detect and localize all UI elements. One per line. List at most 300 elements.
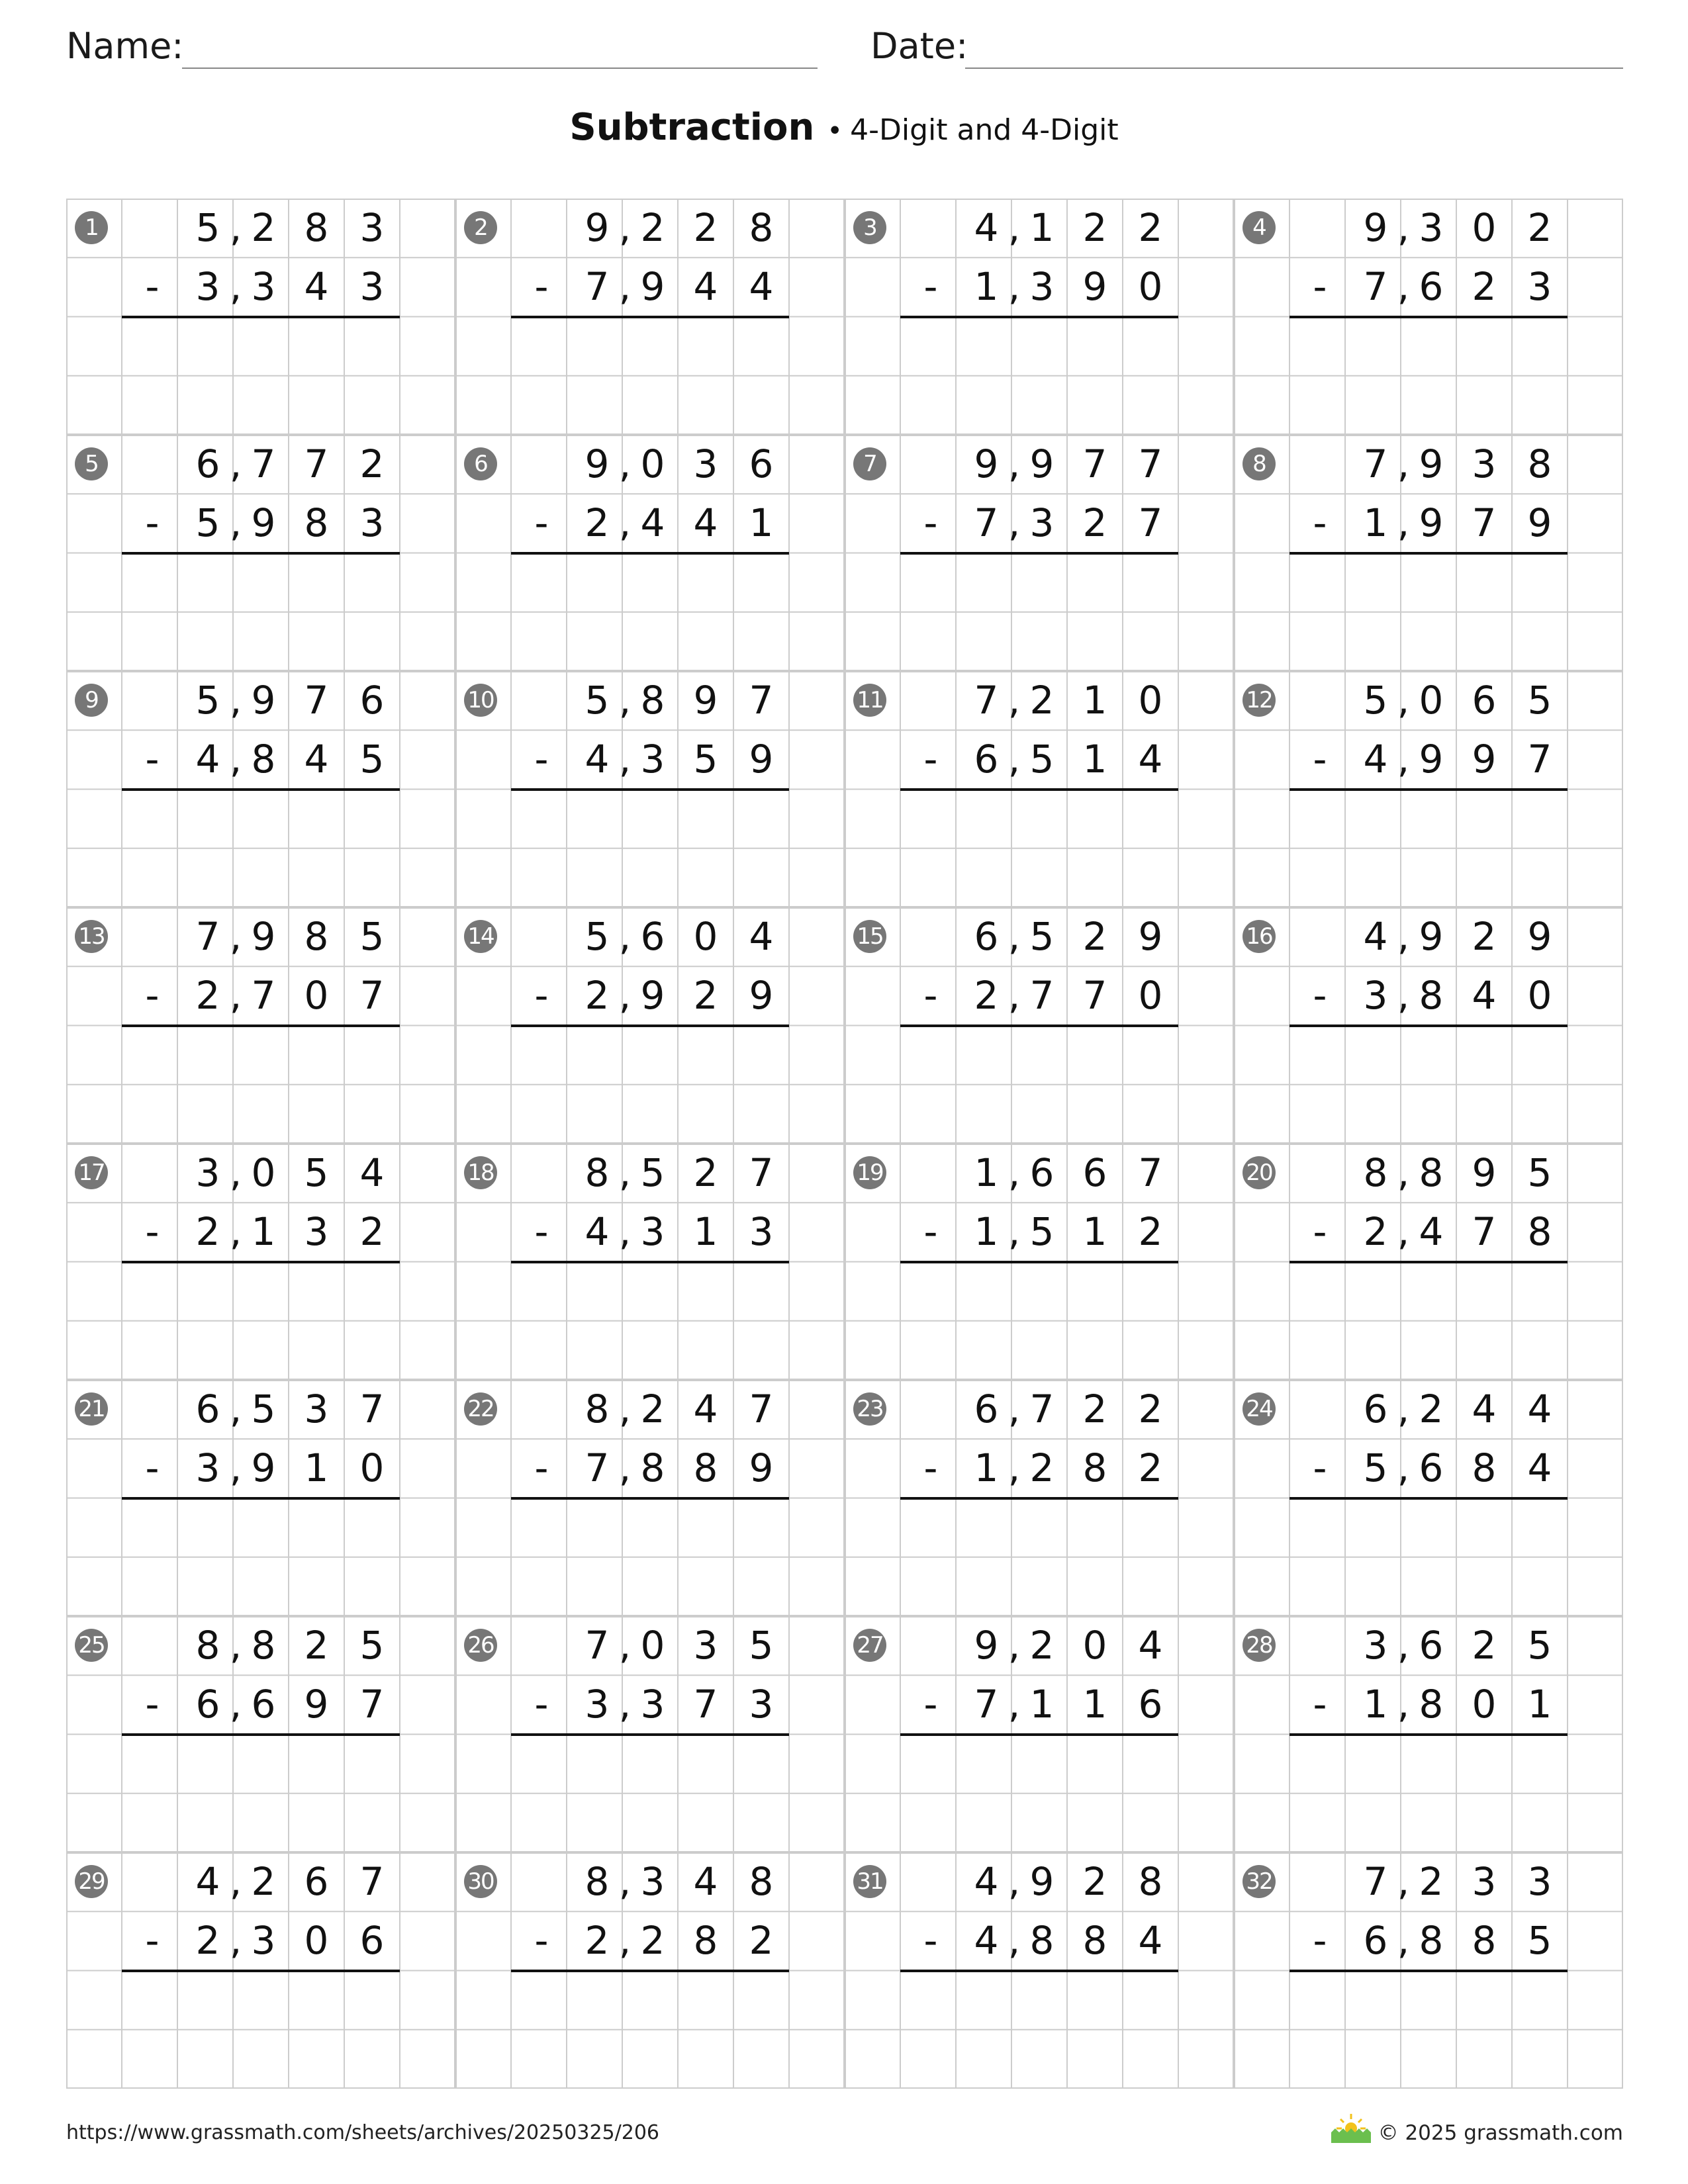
subtrahend-comma: ,	[1008, 1209, 1021, 1255]
minuend-digit: 4	[195, 1859, 220, 1904]
minuend-comma: ,	[618, 1387, 632, 1432]
subtrahend-digit: 1	[1082, 737, 1107, 782]
minuend-digit: 7	[974, 678, 999, 723]
minuend-digit: 9	[1029, 1859, 1055, 1904]
minuend-digit: 7	[1138, 1150, 1163, 1195]
minus-sign: -	[145, 264, 160, 310]
minuend-digit: 9	[974, 441, 999, 486]
subtrahend-digit: 7	[251, 973, 276, 1019]
answer-line	[900, 1024, 1178, 1027]
answer-line	[122, 788, 400, 791]
subtrahend-digit: 4	[304, 737, 329, 782]
subtrahend-digit: 2	[585, 973, 610, 1019]
footer-copyright: © 2025 grassmath.com	[1378, 2121, 1623, 2145]
minuend-digit: 7	[585, 1623, 610, 1668]
minuend-comma: ,	[618, 678, 632, 723]
subtrahend-comma: ,	[229, 1918, 242, 1964]
subtrahend-comma: ,	[229, 973, 242, 1019]
subtrahend-digit: 1	[251, 1209, 276, 1255]
minuend-digit: 3	[1527, 1859, 1552, 1904]
answer-line	[900, 1497, 1178, 1500]
problem-number-badge: 2	[464, 211, 497, 244]
name-line[interactable]	[182, 68, 818, 69]
date-line[interactable]	[965, 68, 1623, 69]
minuend-digit: 4	[359, 1150, 385, 1195]
minuend-digit: 3	[693, 441, 718, 486]
subtrahend-digit: 3	[585, 1682, 610, 1727]
minuend-digit: 4	[1138, 1623, 1163, 1668]
minuend-digit: 5	[749, 1623, 774, 1668]
minuend-comma: ,	[1397, 914, 1410, 959]
minuend-digit: 2	[1472, 914, 1497, 959]
minuend-digit: 5	[251, 1387, 276, 1432]
minus-sign: -	[923, 1445, 938, 1491]
subtrahend-digit: 2	[359, 1209, 385, 1255]
problem-number-badge: 23	[853, 1392, 886, 1426]
subtrahend-digit: 7	[359, 1682, 385, 1727]
subtrahend-digit: 1	[974, 1445, 999, 1491]
minuend-digit: 6	[640, 914, 665, 959]
answer-line	[511, 316, 789, 318]
minus-sign: -	[1313, 1682, 1327, 1727]
subtrahend-comma: ,	[1397, 1209, 1410, 1255]
subtrahend-digit: 0	[359, 1445, 385, 1491]
answer-line	[511, 1024, 789, 1027]
subtrahend-digit: 0	[1138, 264, 1163, 310]
minuend-digit: 0	[251, 1150, 276, 1195]
minus-sign: -	[534, 500, 549, 546]
minuend-digit: 2	[1082, 205, 1107, 250]
subtrahend-digit: 8	[304, 500, 329, 546]
minuend-comma: ,	[229, 1387, 242, 1432]
minuend-digit: 8	[1527, 441, 1552, 486]
minuend-comma: ,	[1008, 678, 1021, 723]
answer-line	[900, 1733, 1178, 1736]
minuend-digit: 0	[1472, 205, 1497, 250]
subtrahend-digit: 7	[1029, 973, 1055, 1019]
minuend-comma: ,	[618, 441, 632, 486]
subtrahend-comma: ,	[1008, 1682, 1021, 1727]
subtrahend-comma: ,	[229, 264, 242, 310]
subtrahend-comma: ,	[1397, 1682, 1410, 1727]
minus-sign: -	[145, 1918, 160, 1964]
minuend-digit: 7	[304, 678, 329, 723]
minuend-digit: 0	[640, 1623, 665, 1668]
minuend-digit: 8	[640, 678, 665, 723]
minuend-comma: ,	[618, 1859, 632, 1904]
problem-number-badge: 30	[464, 1865, 497, 1898]
problem-number-badge: 32	[1243, 1865, 1276, 1898]
subtrahend-comma: ,	[1397, 973, 1410, 1019]
problem-number-badge: 31	[853, 1865, 886, 1898]
minuend-digit: 7	[251, 441, 276, 486]
minuend-digit: 2	[1138, 1387, 1163, 1432]
subtrahend-comma: ,	[1008, 973, 1021, 1019]
minuend-digit: 5	[195, 678, 220, 723]
minuend-digit: 4	[693, 1387, 718, 1432]
minuend-comma: ,	[618, 914, 632, 959]
footer-url: https://www.grassmath.com/sheets/archives/20250325/206	[66, 2121, 660, 2144]
subtrahend-comma: ,	[618, 973, 632, 1019]
minus-sign: -	[534, 264, 549, 310]
minus-sign: -	[534, 1209, 549, 1255]
minuend-digit: 7	[1029, 1387, 1055, 1432]
minuend-digit: 9	[1363, 205, 1388, 250]
minuend-digit: 2	[1419, 1387, 1444, 1432]
minus-sign: -	[534, 1918, 549, 1964]
minuend-digit: 9	[1138, 914, 1163, 959]
problem-number-badge: 8	[1243, 447, 1276, 480]
minuend-comma: ,	[1008, 205, 1021, 250]
subtrahend-digit: 4	[585, 1209, 610, 1255]
minuend-digit: 0	[640, 441, 665, 486]
subtrahend-digit: 6	[974, 737, 999, 782]
minuend-comma: ,	[1008, 1387, 1021, 1432]
answer-line	[900, 316, 1178, 318]
problem-number-badge: 29	[75, 1865, 108, 1898]
minuend-comma: ,	[1008, 441, 1021, 486]
subtrahend-comma: ,	[1008, 1918, 1021, 1964]
problem-number-badge: 5	[75, 447, 108, 480]
subtrahend-digit: 0	[304, 1918, 329, 1964]
subtrahend-digit: 1	[1029, 1682, 1055, 1727]
minuend-digit: 7	[304, 441, 329, 486]
answer-line	[1289, 1970, 1568, 1972]
subtrahend-digit: 2	[1082, 500, 1107, 546]
minuend-digit: 9	[1527, 914, 1552, 959]
subtrahend-digit: 2	[195, 973, 220, 1019]
minuend-digit: 0	[693, 914, 718, 959]
subtrahend-comma: ,	[618, 1445, 632, 1491]
subtrahend-digit: 1	[974, 1209, 999, 1255]
minuend-digit: 5	[1029, 914, 1055, 959]
minuend-digit: 9	[585, 205, 610, 250]
minuend-digit: 5	[304, 1150, 329, 1195]
subtrahend-comma: ,	[618, 1209, 632, 1255]
subtrahend-comma: ,	[1397, 500, 1410, 546]
minuend-digit: 8	[585, 1387, 610, 1432]
subtrahend-digit: 6	[1363, 1918, 1388, 1964]
answer-line	[1289, 316, 1568, 318]
subtrahend-digit: 2	[974, 973, 999, 1019]
subtrahend-digit: 7	[1472, 500, 1497, 546]
subtrahend-digit: 5	[1527, 1918, 1552, 1964]
minuend-digit: 3	[1472, 1859, 1497, 1904]
answer-line	[1289, 1497, 1568, 1500]
minus-sign: -	[145, 973, 160, 1019]
minuend-digit: 5	[585, 678, 610, 723]
subtrahend-comma: ,	[229, 500, 242, 546]
subtrahend-digit: 4	[195, 737, 220, 782]
subtrahend-digit: 8	[1029, 1918, 1055, 1964]
answer-line	[511, 1733, 789, 1736]
subtrahend-digit: 9	[640, 973, 665, 1019]
subtrahend-digit: 8	[1527, 1209, 1552, 1255]
subtrahend-digit: 9	[1472, 737, 1497, 782]
subtrahend-digit: 3	[359, 500, 385, 546]
minuend-digit: 4	[1527, 1387, 1552, 1432]
minuend-digit: 2	[1527, 205, 1552, 250]
problem-number-badge: 28	[1243, 1629, 1276, 1662]
minus-sign: -	[145, 500, 160, 546]
minuend-digit: 5	[195, 205, 220, 250]
problem-number-badge: 20	[1243, 1156, 1276, 1189]
problem-number-badge: 18	[464, 1156, 497, 1189]
answer-line	[122, 1024, 400, 1027]
problem-number-badge: 12	[1243, 684, 1276, 717]
minuend-digit: 7	[1363, 441, 1388, 486]
minus-sign: -	[534, 1682, 549, 1727]
subtrahend-digit: 9	[1082, 264, 1107, 310]
problem-number-badge: 7	[853, 447, 886, 480]
subtrahend-digit: 1	[1527, 1682, 1552, 1727]
minuend-digit: 5	[1527, 1623, 1552, 1668]
subtrahend-digit: 9	[304, 1682, 329, 1727]
name-label: Name:	[66, 25, 184, 67]
minuend-digit: 6	[1472, 678, 1497, 723]
problem-number-badge: 22	[464, 1392, 497, 1426]
minuend-digit: 8	[749, 1859, 774, 1904]
minuend-digit: 6	[304, 1859, 329, 1904]
minuend-digit: 2	[640, 1387, 665, 1432]
subtrahend-digit: 3	[195, 264, 220, 310]
problem-number-badge: 3	[853, 211, 886, 244]
minuend-digit: 5	[1363, 678, 1388, 723]
subtrahend-digit: 4	[304, 264, 329, 310]
minuend-digit: 7	[749, 1150, 774, 1195]
subtrahend-comma: ,	[618, 1918, 632, 1964]
minus-sign: -	[145, 737, 160, 782]
problem-number-badge: 19	[853, 1156, 886, 1189]
minuend-digit: 6	[195, 1387, 220, 1432]
minuend-digit: 3	[693, 1623, 718, 1668]
subtrahend-digit: 3	[251, 264, 276, 310]
subtrahend-digit: 4	[749, 264, 774, 310]
subtrahend-digit: 6	[1419, 1445, 1444, 1491]
minuend-digit: 3	[304, 1387, 329, 1432]
subtrahend-digit: 5	[195, 500, 220, 546]
minuend-digit: 9	[251, 914, 276, 959]
minuend-digit: 2	[640, 205, 665, 250]
subtrahend-digit: 2	[749, 1918, 774, 1964]
minuend-digit: 7	[1082, 441, 1107, 486]
subtrahend-comma: ,	[1397, 1445, 1410, 1491]
subtrahend-digit: 4	[640, 500, 665, 546]
minuend-digit: 6	[1363, 1387, 1388, 1432]
subtrahend-digit: 2	[1138, 1209, 1163, 1255]
minuend-digit: 0	[1419, 678, 1444, 723]
minuend-digit: 4	[749, 914, 774, 959]
subtrahend-comma: ,	[1008, 1445, 1021, 1491]
subtrahend-comma: ,	[1008, 737, 1021, 782]
minus-sign: -	[145, 1445, 160, 1491]
minuend-digit: 9	[251, 678, 276, 723]
answer-line	[900, 1261, 1178, 1263]
page-title	[0, 106, 1688, 149]
minuend-digit: 2	[1138, 205, 1163, 250]
minuend-digit: 6	[974, 914, 999, 959]
minus-sign: -	[923, 973, 938, 1019]
minuend-comma: ,	[229, 914, 242, 959]
subtrahend-digit: 1	[1363, 1682, 1388, 1727]
minuend-digit: 2	[1082, 1387, 1107, 1432]
subtrahend-comma: ,	[1008, 500, 1021, 546]
minus-sign: -	[534, 973, 549, 1019]
minuend-digit: 8	[304, 914, 329, 959]
minuend-digit: 7	[749, 1387, 774, 1432]
minuend-digit: 2	[359, 441, 385, 486]
answer-line	[900, 552, 1178, 555]
subtrahend-digit: 7	[1138, 500, 1163, 546]
subtrahend-digit: 4	[1363, 737, 1388, 782]
subtrahend-digit: 2	[640, 1918, 665, 1964]
subtrahend-comma: ,	[1008, 264, 1021, 310]
answer-line	[511, 788, 789, 791]
subtrahend-digit: 9	[1419, 737, 1444, 782]
subtrahend-digit: 4	[1527, 1445, 1552, 1491]
minuend-digit: 9	[1472, 1150, 1497, 1195]
subtrahend-digit: 0	[304, 973, 329, 1019]
title-separator: •	[827, 116, 843, 146]
subtrahend-digit: 5	[1363, 1445, 1388, 1491]
minuend-digit: 7	[749, 678, 774, 723]
minuend-digit: 2	[1082, 914, 1107, 959]
minuend-digit: 8	[1363, 1150, 1388, 1195]
minus-sign: -	[534, 737, 549, 782]
minuend-comma: ,	[1397, 441, 1410, 486]
subtrahend-digit: 4	[693, 500, 718, 546]
minuend-digit: 6	[1082, 1150, 1107, 1195]
minuend-digit: 0	[1138, 678, 1163, 723]
problem-number-badge: 21	[75, 1392, 108, 1426]
subtrahend-digit: 8	[251, 737, 276, 782]
minus-sign: -	[1313, 500, 1327, 546]
subtrahend-digit: 8	[693, 1918, 718, 1964]
minuend-comma: ,	[1397, 205, 1410, 250]
minus-sign: -	[1313, 1445, 1327, 1491]
subtrahend-digit: 3	[1029, 500, 1055, 546]
minus-sign: -	[145, 1682, 160, 1727]
minuend-digit: 6	[974, 1387, 999, 1432]
subtrahend-digit: 7	[1363, 264, 1388, 310]
minuend-digit: 6	[1419, 1623, 1444, 1668]
subtrahend-digit: 4	[1419, 1209, 1444, 1255]
subtrahend-comma: ,	[229, 1445, 242, 1491]
minuend-digit: 2	[1082, 1859, 1107, 1904]
subtrahend-digit: 1	[1082, 1209, 1107, 1255]
answer-line	[900, 1970, 1178, 1972]
subtrahend-digit: 7	[1527, 737, 1552, 782]
subtrahend-digit: 4	[585, 737, 610, 782]
subtrahend-digit: 3	[640, 737, 665, 782]
minuend-digit: 3	[359, 205, 385, 250]
subtrahend-digit: 6	[359, 1918, 385, 1964]
minuend-comma: ,	[1008, 914, 1021, 959]
grass-logo-icon	[1327, 2111, 1375, 2144]
minuend-digit: 1	[1029, 205, 1055, 250]
minuend-comma: ,	[1008, 1859, 1021, 1904]
minuend-digit: 5	[1527, 1150, 1552, 1195]
minuend-digit: 6	[195, 441, 220, 486]
answer-line	[122, 1497, 400, 1500]
minus-sign: -	[534, 1445, 549, 1491]
minuend-digit: 8	[749, 205, 774, 250]
subtrahend-digit: 0	[1138, 973, 1163, 1019]
minuend-digit: 1	[1082, 678, 1107, 723]
minus-sign: -	[923, 500, 938, 546]
subtrahend-digit: 3	[251, 1918, 276, 1964]
problem-number-badge: 13	[75, 920, 108, 953]
minuend-digit: 2	[693, 1150, 718, 1195]
minuend-digit: 3	[1363, 1623, 1388, 1668]
subtrahend-digit: 6	[1419, 264, 1444, 310]
subtrahend-digit: 1	[974, 264, 999, 310]
subtrahend-digit: 9	[749, 973, 774, 1019]
subtrahend-digit: 8	[1419, 1918, 1444, 1964]
minuend-digit: 8	[585, 1859, 610, 1904]
subtrahend-digit: 3	[1527, 264, 1552, 310]
subtrahend-digit: 1	[304, 1445, 329, 1491]
date-label: Date:	[870, 25, 968, 67]
minuend-comma: ,	[618, 1150, 632, 1195]
minuend-digit: 4	[1363, 914, 1388, 959]
answer-line	[122, 1261, 400, 1263]
minuend-digit: 8	[585, 1150, 610, 1195]
minuend-digit: 2	[1029, 678, 1055, 723]
subtrahend-digit: 2	[1029, 1445, 1055, 1491]
subtrahend-digit: 0	[1472, 1682, 1497, 1727]
subtrahend-digit: 3	[749, 1209, 774, 1255]
problem-number-badge: 15	[853, 920, 886, 953]
minuend-digit: 0	[1082, 1623, 1107, 1668]
answer-line	[122, 1733, 400, 1736]
subtrahend-digit: 1	[1363, 500, 1388, 546]
subtrahend-digit: 5	[359, 737, 385, 782]
subtrahend-digit: 2	[195, 1918, 220, 1964]
subtrahend-digit: 6	[195, 1682, 220, 1727]
answer-line	[1289, 1733, 1568, 1736]
answer-line	[1289, 552, 1568, 555]
minuend-comma: ,	[229, 1623, 242, 1668]
subtrahend-digit: 9	[749, 1445, 774, 1491]
subtrahend-digit: 7	[974, 1682, 999, 1727]
answer-line	[122, 1970, 400, 1972]
minuend-digit: 7	[1138, 441, 1163, 486]
minuend-digit: 4	[693, 1859, 718, 1904]
minuend-digit: 6	[359, 678, 385, 723]
subtrahend-comma: ,	[229, 1682, 242, 1727]
subtrahend-digit: 3	[640, 1209, 665, 1255]
problem-number-badge: 14	[464, 920, 497, 953]
minuend-digit: 4	[974, 1859, 999, 1904]
problem-number-badge: 10	[464, 684, 497, 717]
minuend-digit: 5	[1527, 678, 1552, 723]
minuend-comma: ,	[1008, 1150, 1021, 1195]
subtrahend-digit: 7	[1472, 1209, 1497, 1255]
minuend-comma: ,	[229, 1859, 242, 1904]
minuend-digit: 6	[749, 441, 774, 486]
answer-line	[1289, 1024, 1568, 1027]
subtrahend-digit: 7	[359, 973, 385, 1019]
minuend-digit: 8	[1419, 1150, 1444, 1195]
minuend-digit: 7	[1363, 1859, 1388, 1904]
minuend-digit: 9	[585, 441, 610, 486]
minuend-comma: ,	[229, 441, 242, 486]
subtrahend-digit: 5	[1029, 737, 1055, 782]
minuend-digit: 9	[974, 1623, 999, 1668]
minuend-digit: 5	[359, 914, 385, 959]
minuend-comma: ,	[1008, 1623, 1021, 1668]
